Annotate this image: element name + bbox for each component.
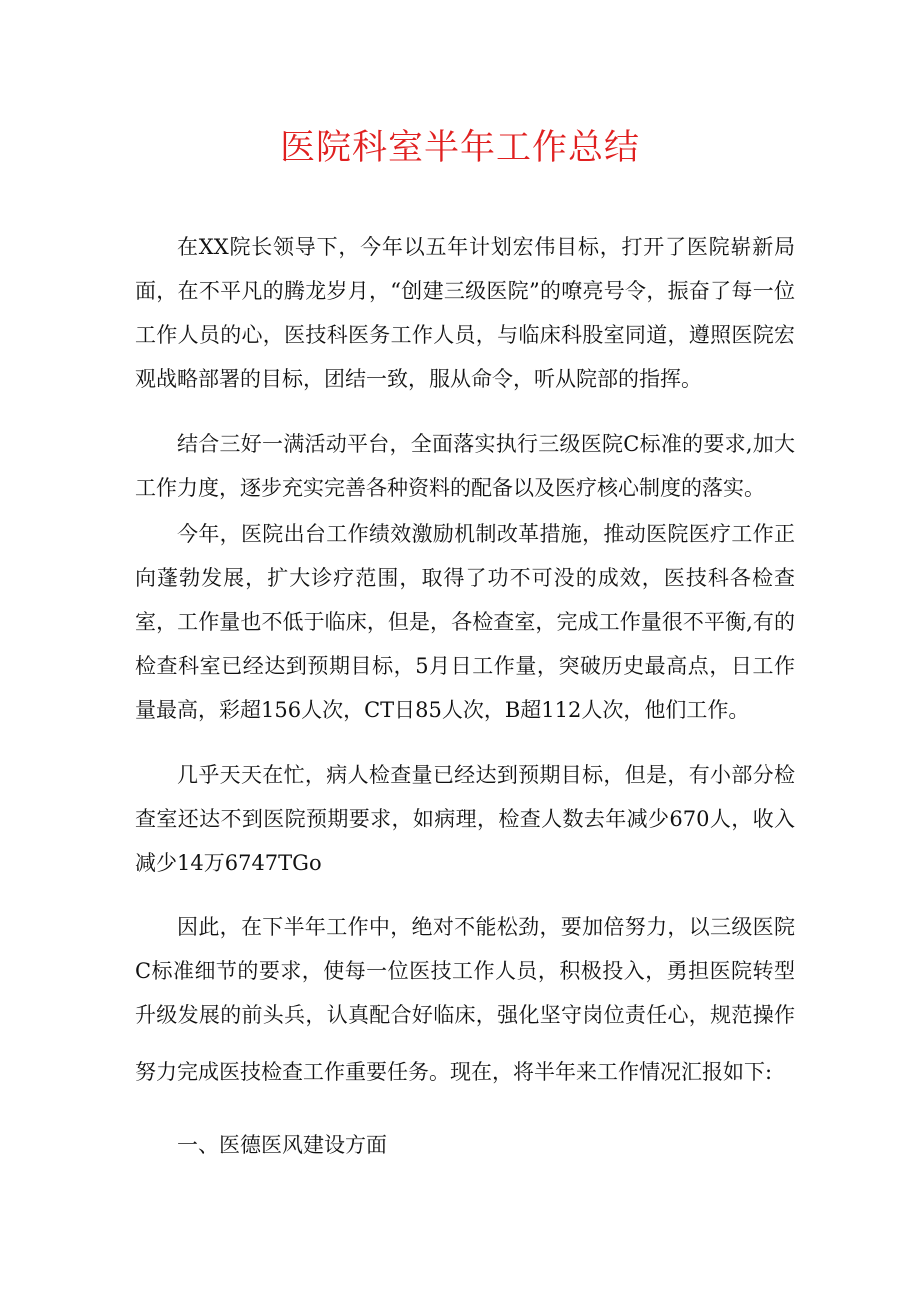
paragraph-second-half-plan: 因此，在下半年工作中，绝对不能松劲，要加倍努力，以三级医院C标准细节的要求，使每一位医技工作人员，积极投入，勇担医院转型升级发展的前头兵，认真配合好临床，强化坚守岗位责任心，规范操作 <box>135 915 795 1027</box>
section-heading-medical-ethics: 一、医德医风建设方面 <box>177 1133 387 1157</box>
paragraph-leadership: 在XX院长领导下，今年以五年计划宏伟目标，打开了医院崭新局面，在不平凡的腾龙岁月，“创建三级医院”的嘹亮号令，振奋了每一位工作人员的心，医技科医务工作人员，与临床科股室同道，遵照医院宏观战略部署的目标，团结一致，服从命令，听从院部的指挥。 <box>135 235 795 391</box>
paragraph-standards: 结合三好一满活动平台，全面落实执行三级医院C标准的要求,加大工作力度，逐步充实完善各种资料的配备以及医疗核心制度的落实。 <box>135 432 795 500</box>
paragraph-workload: 今年，医院出台工作绩效激励机制改革措施，推动医院医疗工作正向蓬勃发展，扩大诊疗范围，取得了功不可没的成效，医技科各检查室，工作量也不低于临床，但是，各检查室，完成工作量很不平衡,有的检查科室已经达到预期目标，5月日工作量，突破历史最高点，日工作量最高，彩超156人次，CT日85人次，B超112人次，他们工作。 <box>135 522 795 722</box>
paragraph-report-intro: 努力完成医技检查工作重要任务。现在，将半年来工作情况汇报如下: <box>135 1060 773 1084</box>
document-title: 医院科室半年工作总结 <box>279 128 640 168</box>
paragraph-pathology: 几乎天天在忙，病人检查量已经达到预期目标，但是，有小部分检查室还达不到医院预期要求，如病理，检查人数去年减少670人，收入减少14万6747TGo <box>135 763 795 875</box>
